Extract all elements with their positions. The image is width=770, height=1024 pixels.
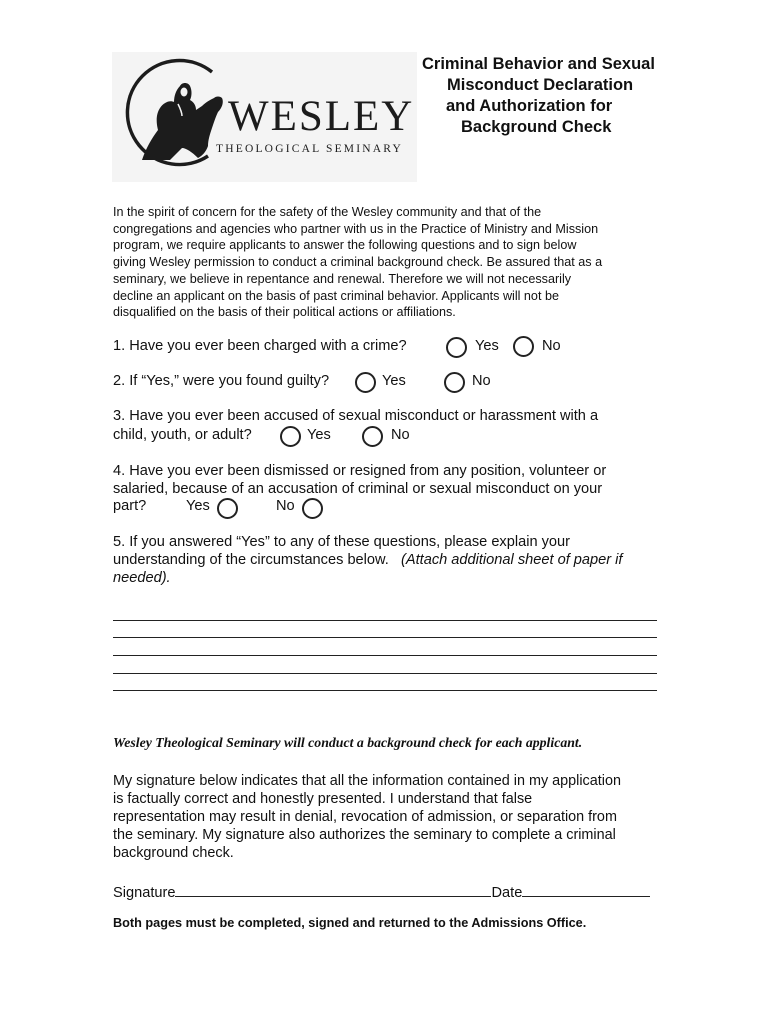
intro-line: seminary, we believe in repentance and renewal. Therefore we will not necessarily (113, 271, 572, 286)
q1-yes-radio[interactable] (446, 337, 467, 358)
q4-yes-radio[interactable] (217, 498, 238, 519)
q3-yes-radio[interactable] (280, 426, 301, 447)
question-4-line1: 4. Have you ever been dismissed or resigned from any position, volunteer or (113, 463, 607, 479)
paragraph-line: the seminary. My signature also authorizes the seminary to complete a criminal (113, 826, 616, 843)
title-line: Background Check (461, 118, 612, 136)
question-5-line2-text: understanding of the circumstances below. (113, 552, 389, 568)
q2-no-label: No (472, 373, 491, 389)
question-3-line2: child, youth, or adult? (113, 427, 252, 443)
q4-no-label: No (276, 498, 295, 514)
paragraph-line: is factually correct and honestly presented. I understand that false (113, 790, 533, 807)
q4-yes-label: Yes (186, 498, 210, 514)
paragraph-line: representation may result in denial, revocation of admission, or separation from (113, 808, 617, 825)
question-5-line1: 5. If you answered “Yes” to any of these questions, please explain your (113, 534, 571, 550)
signature-paragraph (113, 773, 673, 863)
explanation-line[interactable] (113, 673, 657, 674)
q2-no-radio[interactable] (444, 372, 465, 393)
q4-no-radio[interactable] (302, 498, 323, 519)
q1-no-radio[interactable] (513, 336, 534, 357)
intro-paragraph (113, 204, 663, 321)
question-4-line3: part? (113, 498, 147, 514)
intro-line: giving Wesley permission to conduct a criminal background check. Be assured that as a (113, 255, 603, 270)
q1-yes-label: Yes (475, 338, 499, 354)
explanation-line[interactable] (113, 620, 657, 621)
question-1-text: 1. Have you ever been charged with a crime? (113, 338, 407, 354)
explanation-line[interactable] (113, 690, 657, 691)
question-2-text: 2. If “Yes,” were you found guilty? (113, 373, 330, 389)
attach-note-cont: needed). (113, 570, 171, 586)
question-3-line1: 3. Have you ever been accused of sexual misconduct or harassment with a (113, 408, 599, 424)
date-label: Date (491, 885, 523, 901)
q3-yes-label: Yes (307, 427, 331, 443)
title-line: and Authorization for (446, 97, 613, 115)
explanation-line[interactable] (113, 637, 657, 638)
question-5-line2 (113, 551, 622, 570)
q2-yes-label: Yes (382, 373, 406, 389)
logo-wordmark: WESLEY (228, 93, 415, 140)
q3-no-radio[interactable] (362, 426, 383, 447)
logo-subtitle: THEOLOGICAL SEMINARY (216, 143, 403, 155)
intro-line: program, we require applicants to answer the following questions and to sign below (113, 238, 577, 253)
intro-line: In the spirit of concern for the safety of the Wesley community and that of the (113, 205, 542, 219)
form-title (420, 54, 672, 138)
signature-row (113, 881, 650, 903)
title-line: Misconduct Declaration (447, 76, 634, 94)
intro-line: congregations and agencies who partner with us in the Practice of Ministry and Mission (113, 221, 599, 236)
explanation-line[interactable] (113, 655, 657, 656)
signature-field[interactable] (175, 881, 491, 897)
footer-note: Both pages must be completed, signed and returned to the Admissions Office. (113, 916, 587, 930)
intro-line: disqualified on the basis of their political actions or affiliations. (113, 305, 456, 320)
attach-note: (Attach additional sheet of paper if (401, 552, 623, 568)
q1-no-label: No (542, 338, 561, 354)
q3-no-label: No (391, 427, 410, 443)
background-check-note: Wesley Theological Seminary will conduct a background check for each applicant. (113, 735, 583, 750)
paragraph-line: My signature below indicates that all the information contained in my application (113, 773, 621, 789)
paragraph-line: background check. (113, 844, 234, 861)
question-4-line2: salaried, because of an accusation of criminal or sexual misconduct on your (113, 481, 603, 497)
title-line: Criminal Behavior and Sexual (422, 55, 655, 73)
signature-label: Signature (113, 885, 176, 901)
date-field[interactable] (522, 881, 650, 897)
q2-yes-radio[interactable] (355, 372, 376, 393)
intro-line: decline an applicant on the basis of past criminal behavior. Applicants will not be (113, 288, 559, 303)
